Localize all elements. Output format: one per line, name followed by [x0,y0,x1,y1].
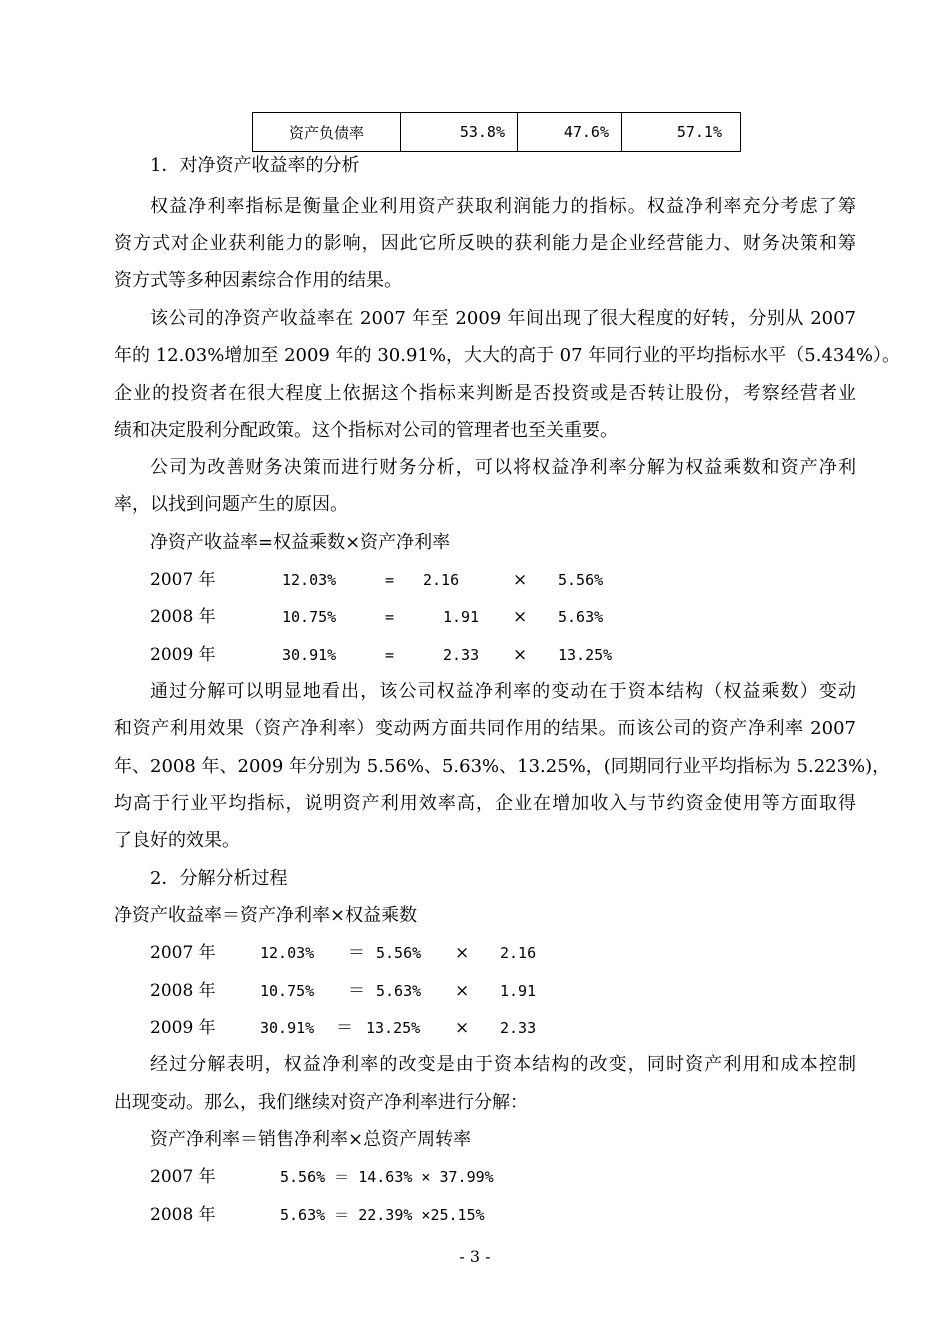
multiplier-value: 2.33 [500,1019,537,1037]
paragraph-line: 年的 12.03%增加至 2009 年的 30.91%，大大的高于 07 年同行业的平均指标水平（5.434%）。 [114,345,900,366]
equals-sign: = [385,608,395,626]
equals-sign: = [385,571,395,589]
ratio-table [252,112,741,152]
times-sign: × [455,981,470,1001]
equation-values: 5.63% ＝ 22.39% ×25.15% [280,1206,485,1224]
value-2008: 47.6% [518,113,622,152]
paragraph-line: 企业的投资者在很大程度上依据这个指标来判断是否投资或是否转让股份，考察经营者业 [114,383,856,404]
times-sign: × [455,1018,470,1038]
year-label: 2009 年 [150,645,216,665]
year-label: 2007 年 [150,943,216,963]
times-sign: × [513,607,528,627]
year-label: 2007 年 [150,1167,216,1187]
times-sign: × [455,943,470,963]
net-profit-rate: 5.63% [558,608,604,626]
year-label: 2008 年 [150,981,216,1001]
paragraph-line: 经过分解表明，权益净利率的改变是由于资本结构的改变，同时资产利用和成本控制 [150,1054,856,1075]
paragraph-line: 了良好的效果。 [114,830,240,851]
roe-value: 12.03% [260,944,315,962]
row-label: 资产负债率 [253,113,401,152]
multiplier-value: 1.91 [443,608,480,626]
equals-sign: ＝ [348,981,365,1001]
equals-sign: ＝ [336,1018,353,1038]
paragraph-line: 公司为改善财务决策而进行财务分析，可以将权益净利率分解为权益乘数和资产净利 [150,457,856,478]
value-2007: 53.8% [401,113,518,152]
equation-values: 5.56% ＝ 14.63% × 37.99% [280,1168,494,1186]
equals-sign: ＝ [348,943,365,963]
net-profit-rate: 5.63% [376,982,422,1000]
formula-line: 资产净利率＝销售净利率×总资产周转率 [150,1129,472,1150]
paragraph-line: 出现变动。那么，我们继续对资产净利率进行分解： [114,1092,528,1113]
paragraph-line: 权益净利率指标是衡量企业利用资产获取利润能力的指标。权益净利率充分考虑了筹 [150,196,856,217]
roe-value: 10.75% [282,608,337,626]
net-profit-rate: 13.25% [558,646,613,664]
year-label: 2008 年 [150,1205,216,1225]
section-heading-1: 1．对净资产收益率的分析 [150,155,360,176]
paragraph-line: 该公司的净资产收益率在 2007 年至 2009 年间出现了很大程度的好转，分别从 2007 [150,308,856,329]
page-number: - 3 - [459,1247,491,1266]
paragraph-line: 绩和决定股利分配政策。这个指标对公司的管理者也至关重要。 [114,420,618,441]
paragraph-line: 年、2008 年、2009 年分别为 5.56%、5.63%、13.25%，(同期同行业平均指标为 5.223%)， [114,756,891,777]
value-2009: 57.1% [622,113,741,152]
times-sign: × [513,645,528,665]
equals-sign: = [385,646,395,664]
roe-value: 10.75% [260,982,315,1000]
roe-value: 30.91% [282,646,337,664]
roe-value: 30.91% [260,1019,315,1037]
times-sign: × [513,570,528,590]
net-profit-rate: 5.56% [558,571,604,589]
multiplier-value: 2.16 [500,944,537,962]
roe-value: 12.03% [282,571,337,589]
section-heading-2: 2．分解分析过程 [150,868,288,889]
multiplier-value: 2.16 [423,571,460,589]
paragraph-line: 和资产利用效果（资产净利率）变动两方面共同作用的结果。而该公司的资产净利率 2007 [114,718,856,739]
paragraph-line: 资方式等多种因素综合作用的结果。 [114,270,402,291]
year-label: 2007 年 [150,570,216,590]
table-row [253,113,741,152]
multiplier-value: 1.91 [500,982,537,1000]
formula-line: 净资产收益率＝资产净利率×权益乘数 [114,905,418,926]
formula-line: 净资产收益率=权益乘数×资产净利率 [150,532,451,553]
year-label: 2008 年 [150,607,216,627]
net-profit-rate: 5.56% [376,944,422,962]
paragraph-line: 率，以找到问题产生的原因。 [114,494,348,515]
net-profit-rate: 13.25% [366,1019,421,1037]
multiplier-value: 2.33 [443,646,480,664]
paragraph-line: 均高于行业平均指标，说明资产利用效率高，企业在增加收入与节约资金使用等方面取得 [114,793,856,814]
paragraph-line: 通过分解可以明显地看出，该公司权益净利率的变动在于资本结构（权益乘数）变动 [150,681,856,702]
paragraph-line: 资方式对企业获利能力的影响，因此它所反映的获利能力是企业经营能力、财务决策和筹 [114,233,856,254]
year-label: 2009 年 [150,1018,216,1038]
